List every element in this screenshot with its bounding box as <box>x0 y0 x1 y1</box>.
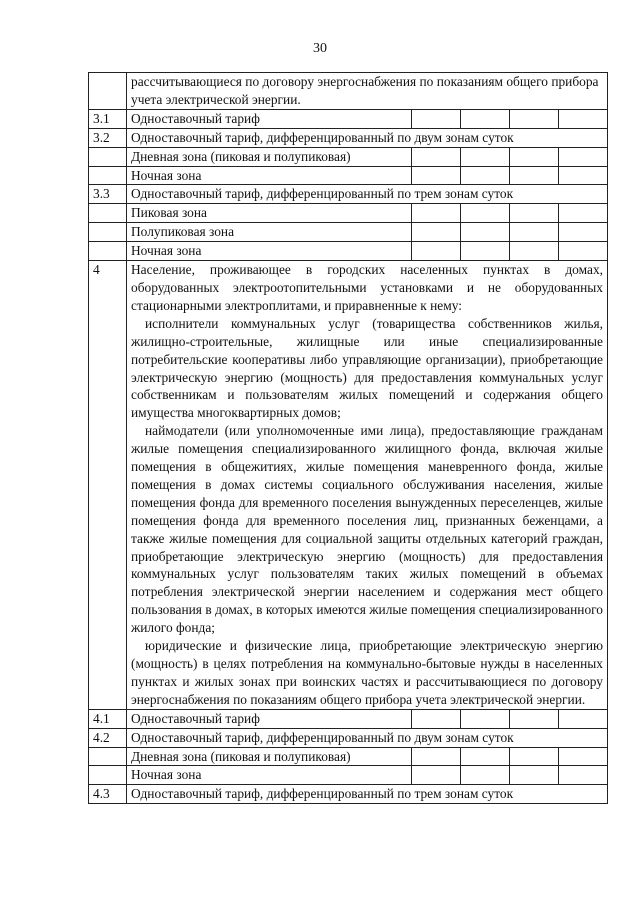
value-cell <box>411 242 460 261</box>
table-row <box>89 223 608 242</box>
description-paragraph: юридические и физические лица, приобретающие электрическую энергию (мощность) в целях потребления на коммунально-бытовые нужды в населенных пунктах и жилых зонах при воинских частях и рассчитывающиеся по договору энергоснабжения по показаниям общего прибора учета электрической энергии. <box>131 638 603 707</box>
value-cell <box>411 166 460 185</box>
value-cell <box>558 747 607 766</box>
value-cell <box>558 166 607 185</box>
value-cell <box>558 147 607 166</box>
zone-label: Полупиковая зона <box>127 223 412 242</box>
zone-label: Пиковая зона <box>127 204 412 223</box>
value-cell <box>558 223 607 242</box>
table-row <box>89 147 608 166</box>
zone-label: Дневная зона (пиковая и полупиковая) <box>127 147 412 166</box>
row-description <box>127 261 608 710</box>
row-number <box>89 166 127 185</box>
description-paragraph: наймодатели (или уполномоченные ими лица), предоставляющие гражданам жилые помещения специализированного жилищного фонда, включая жилые помещения в общежитиях, жилые помещения маневренного фонда, жилые помещения в домах системы социального обслуживания населения, жилые помещения фонда для временного поселения вынужденных переселенцев, жилые помещения фонда для временного поселения лиц, признанных беженцами, а также жилые помещения для социальной защиты отдельных категорий граждан, приобретающие электрическую энергию (мощность) для предоставления коммунальных услуг пользователям таких жилых помещений в объемах потребления электрической энергии населением и содержания мест общего пользования в домах, в которых имеются жилые помещения специализированного жилого фонда; <box>131 423 603 636</box>
description-paragraph: исполнители коммунальных услуг (товарищества собственников жилья, жилищно-строительные, жилищные или иные специализированные потребительские кооперативы либо управляющие организации), приобретающие электрическую энергию (мощность) для предоставления коммунальных услуг собственникам и пользователям жилых помещений и содержания общего имущества многоквартирных домов; <box>131 315 603 421</box>
value-cell <box>460 166 509 185</box>
value-cell <box>411 223 460 242</box>
value-cell <box>558 242 607 261</box>
row-number: 4.2 <box>89 728 127 747</box>
row-number <box>89 766 127 785</box>
value-cell <box>558 709 607 728</box>
value-cell <box>509 109 558 128</box>
row-description: Одноставочный тариф, дифференцированный по двум зонам суток <box>127 128 608 147</box>
tariff-table-body <box>89 73 608 804</box>
table-row <box>89 766 608 785</box>
page-number: 30 <box>313 41 327 56</box>
row-number: 4.3 <box>89 785 127 804</box>
table-row <box>89 728 608 747</box>
table-row <box>89 242 608 261</box>
table-row <box>89 204 608 223</box>
row-number: 3.3 <box>89 185 127 204</box>
table-row <box>89 785 608 804</box>
value-cell <box>411 147 460 166</box>
value-cell <box>460 223 509 242</box>
value-cell <box>460 709 509 728</box>
description-paragraph: Население, проживающее в городских населенных пунктах в домах, оборудованных электроотопительными установками и не оборудованных стационарными электроплитами, и приравненные к нему: <box>131 262 603 313</box>
tariff-table <box>88 72 608 804</box>
table-row <box>89 185 608 204</box>
row-description: Одноставочный тариф <box>127 109 412 128</box>
row-number <box>89 147 127 166</box>
row-number: 4 <box>89 261 127 710</box>
value-cell <box>558 109 607 128</box>
row-number <box>89 223 127 242</box>
value-cell <box>509 204 558 223</box>
value-cell <box>509 747 558 766</box>
value-cell <box>509 166 558 185</box>
row-number <box>89 242 127 261</box>
zone-label: Дневная зона (пиковая и полупиковая) <box>127 747 412 766</box>
row-number: 3.1 <box>89 109 127 128</box>
zone-label: Ночная зона <box>127 242 412 261</box>
zone-label: Ночная зона <box>127 166 412 185</box>
value-cell <box>460 204 509 223</box>
row-number: 4.1 <box>89 709 127 728</box>
row-description: Одноставочный тариф, дифференцированный по трем зонам суток <box>127 185 608 204</box>
value-cell <box>411 747 460 766</box>
row-description: Одноставочный тариф, дифференцированный по двум зонам суток <box>127 728 608 747</box>
zone-label: Ночная зона <box>127 766 412 785</box>
value-cell <box>411 709 460 728</box>
row-description: Одноставочный тариф, дифференцированный по трем зонам суток <box>127 785 608 804</box>
value-cell <box>460 766 509 785</box>
table-row <box>89 166 608 185</box>
table-row <box>89 709 608 728</box>
value-cell <box>509 147 558 166</box>
value-cell <box>411 766 460 785</box>
table-row <box>89 261 608 710</box>
row-description: рассчитывающиеся по договору энергоснабжения по показаниям общего прибора учета электрической энергии. <box>127 73 608 110</box>
table-row <box>89 747 608 766</box>
row-number: 3.2 <box>89 128 127 147</box>
value-cell <box>411 204 460 223</box>
value-cell <box>558 204 607 223</box>
row-number <box>89 204 127 223</box>
value-cell <box>460 109 509 128</box>
table-row <box>89 128 608 147</box>
row-description: Одноставочный тариф <box>127 709 412 728</box>
value-cell <box>411 109 460 128</box>
value-cell <box>558 766 607 785</box>
table-row <box>89 73 608 110</box>
value-cell <box>509 766 558 785</box>
value-cell <box>509 223 558 242</box>
value-cell <box>509 242 558 261</box>
row-number <box>89 747 127 766</box>
table-row <box>89 109 608 128</box>
row-number <box>89 73 127 110</box>
value-cell <box>509 709 558 728</box>
value-cell <box>460 242 509 261</box>
value-cell <box>460 147 509 166</box>
value-cell <box>460 747 509 766</box>
